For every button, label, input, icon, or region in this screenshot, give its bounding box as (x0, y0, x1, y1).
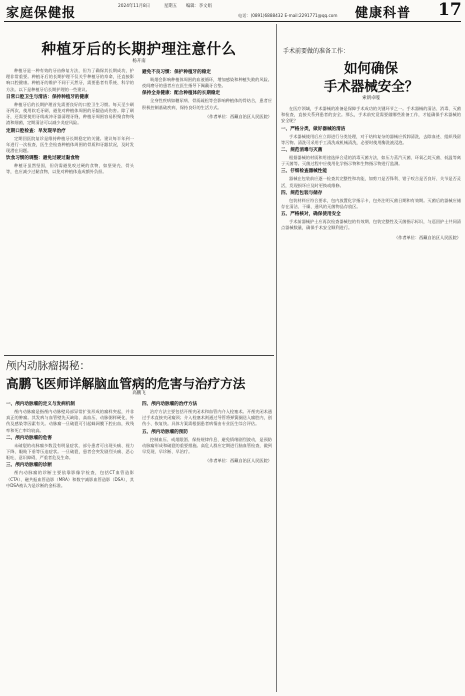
header-rule (4, 21, 461, 22)
newspaper-header (0, 0, 465, 22)
section-title: 健康科普 (355, 6, 412, 21)
section-heading: 定期口腔检查：早发现早治疗 (6, 128, 66, 134)
article-footer: （作者单位：西藏自治区人民医院） (393, 234, 461, 240)
section-text: 手术前器械护士应再次检查器械包的有效期、包装完整性及灭菌指示标识，与巡回护士共同清点器械数量，确保手术安全顺利进行。 (281, 219, 461, 231)
section-heading: 保持全身健康：配合种植体的长期稳定 (142, 91, 221, 97)
section-text: 治疗方法主要包括开颅夹闭术和血管内介入栓塞术。开颅夹闭术通过手术直接夹闭瘤颈；介入栓塞术则通过导管将弹簧圈送入瘤腔内，创伤小、恢复快。具体方案需根据患者病情由专业医生综合评估。 (142, 409, 272, 427)
section-heading: 三、颅内动脉瘤的诊断 (6, 463, 52, 469)
page-number: 17 (438, 0, 462, 20)
section-heading: 饮食习惯的调整：避免过硬过黏食物 (6, 156, 80, 162)
article-kicker: 颅内动脉瘤揭秘： (6, 360, 90, 372)
article-author: 杨开南 (132, 59, 146, 64)
article-intro: 在医疗领域，手术器械的准备是保障手术成功的关键环节之一。手术器械的清洁、消毒、灭菌和检查，直接关系到患者的安全。那么，手术前究竟需要做哪些准备工作，才能确保手术器械的安全呢？ (281, 106, 461, 124)
contact-info: 电话：(0891)6888432 E-mail:2291771@qq.com (238, 13, 338, 18)
section-heading: 四、规范包装与储存 (281, 190, 323, 196)
section-text: 吸烟会影响种植体周围的血液循环，增加感染和种植失败的风险。夜间磨牙的患者应在医生指导下佩戴牙合垫。 (142, 77, 272, 89)
section-text: 定期回医院复诊是维持种植牙长期稳定的关键。建议每半年到一年进行一次检查，医生会检查种植体周围的骨质和牙龈状况，及时发现潜在问题。 (6, 135, 134, 154)
section-heading: 五、颅内动脉瘤的预防 (142, 429, 188, 435)
article-body-col1 (6, 68, 134, 350)
section-heading: 避免不良习惯：保护种植牙的稳定 (142, 70, 211, 75)
section-text: 全身性疾病如糖尿病、骨质疏松等会影响种植体的骨结合，患者应积极控制基础疾病，保持良好的生活方式。 (142, 98, 272, 110)
article-kicker: 手术前要做的准备工作： (283, 48, 350, 55)
section-text: 种植牙虽然坚固，但仍需避免咬过硬的食物，如坚果壳、骨头等，也应减少过黏食物，以免对种植体造成额外负担。 (6, 163, 134, 175)
section-text: 手术器械使用后应立即进行分类处理，对于结构复杂的器械应拆卸清洗，去除血迹、组织残留等污物。清洗可采用手工清洗或机械清洗，必要时使用酶洗液浸泡。 (281, 133, 461, 145)
section-heading: 一、颅内动脉瘤的定义与发病机制 (6, 402, 75, 407)
article-title: 种植牙后的长期护理注意什么 (41, 41, 237, 58)
section-text: 种植牙后的长期护理首先需要良好的口腔卫生习惯。每天至少刷牙两次，使用软毛牙刷，避免对种植体周围的牙龈造成伤害。除了刷牙，还需要使用牙线或冲牙器清理牙缝，种植牙周围容易积聚食物残渣和细菌，定期清洁可以减少炎症风险。 (6, 101, 134, 126)
article-title-line1: 如何确保 (344, 61, 398, 77)
article-footer: （作者单位：西藏自治区人民医院） (204, 113, 272, 119)
article-title: 高鹏飞医师详解脑血管病的危害与治疗方法 (6, 376, 246, 391)
section-text: 未破裂的动脉瘤多数没有明显症状，部分患者可出现头痛、视力下降、眼睑下垂等压迫症状。一旦破裂，患者会突发剧烈头痛、恶心呕吐、意识障碍，严重者危及生命。 (6, 442, 134, 461)
article-intro: 种植牙是一种有效的牙齿修复方法，但为了确保其长期成功，护理非常重要。种植牙后的长期护理不仅关乎种植牙的寿命，还直接影响口腔健康。种植牙的维护不同于天然牙，需要患者有系统、科学的方法。以下是种植牙后长期护理的一些建议。 (6, 68, 134, 92)
issue-date: 2024年11月8日 (118, 4, 151, 9)
article-body-col2 (142, 400, 272, 690)
section-heading: 二、颅内动脉瘤的危害 (6, 435, 52, 441)
article-author: 索朗卓嘎 (362, 96, 380, 101)
article-surgical-instruments (281, 24, 461, 692)
section-heading: 日常口腔卫生与清洁：保持种植牙的健康 (6, 94, 89, 100)
article-body-col2 (142, 68, 272, 350)
article-body-col1 (6, 400, 134, 690)
section-text: 颅内动脉瘤的诊断主要依靠影像学检查，包括CT血管造影（CTA）、磁共振血管造影（MRA）和数字减影血管造影（DSA），其中DSA被认为是诊断的金标准。 (6, 470, 134, 488)
section-text: 包装材料应符合要求，包内放置化学指示卡，包外注明灭菌日期和有效期。灭菌后的器械应储存在清洁、干燥、通风的无菌物品存放区。 (281, 197, 461, 210)
masthead-title: 家庭保健报 (6, 6, 77, 21)
article-footer: （作者单位：西藏自治区人民医院） (204, 458, 272, 464)
issue-weekday: 星期五 (164, 4, 177, 9)
column-divider (276, 24, 277, 692)
article-separator (4, 355, 274, 356)
article-title-line2: 手术器械安全？ (323, 79, 419, 95)
section-heading: 四、颅内动脉瘤的治疗方法 (142, 402, 198, 407)
section-heading: 二、规范消毒与灭菌 (281, 148, 323, 154)
section-text: 器械在包装前应逐一检查其完整性和功能，如剪刀是否锋利、钳子咬合是否良好、关节是否灵活，发现损坏应及时更换或维修。 (281, 176, 461, 188)
section-text: 根据器械的材质和用途选择合适的消毒灭菌方法，如压力蒸汽灭菌、环氧乙烷灭菌、低温等离子灭菌等。灭菌过程中应使用化学指示物和生物指示物进行监测。 (281, 155, 461, 167)
section-heading: 五、严格核对，确保使用安全 (281, 212, 341, 218)
section-text: 颅内动脉瘤是指颅内动脉壁局部异常扩张形成的瘤样突起，并非真正的肿瘤。其发病与血管壁先天缺陷、高血压、动脉粥样硬化、外伤及感染等因素有关。动脉瘤一旦破裂可引起蛛网膜下腔出血，致残率和死亡率均较高。 (6, 409, 134, 433)
section-heading: 一、严格分类，做好器械的清洁 (281, 126, 346, 132)
page-editor: 编辑：李文娟 (186, 4, 212, 9)
article-author: 高鹏飞 (132, 391, 146, 396)
article-aneurysm (6, 358, 272, 692)
section-heading: 三、仔细检查器械性能 (281, 169, 327, 175)
article-body (281, 106, 461, 690)
article-dental-implant (6, 24, 272, 352)
section-text: 控制血压、戒烟限酒、保持规律作息、避免情绪剧烈波动，是预防动脉瘤形成和破裂的重要措施。高危人群应定期进行脑血管检查，做到早发现、早诊断、早治疗。 (142, 436, 272, 455)
